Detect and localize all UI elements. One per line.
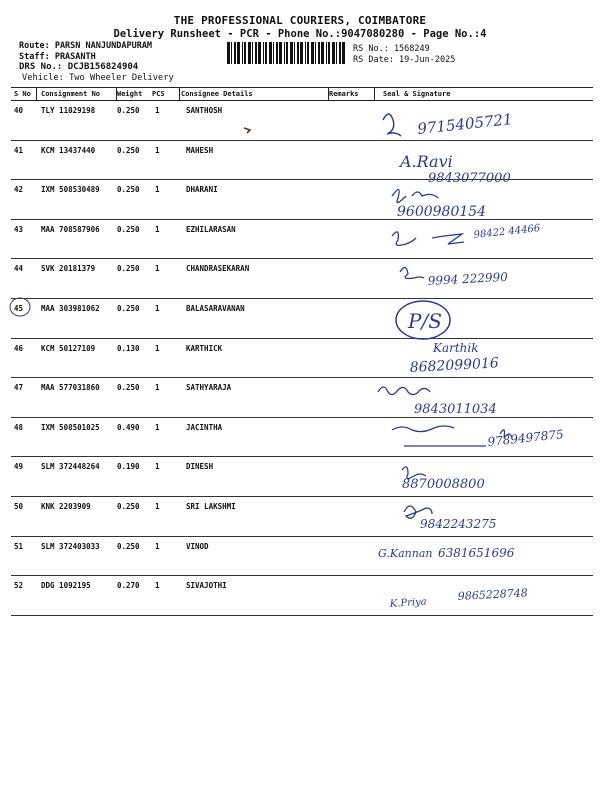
row-consignee: BALASARAVANAN — [186, 304, 245, 313]
row-divider — [11, 496, 593, 497]
document-subtitle — [0, 28, 600, 40]
signature-phone: 9715405721 — [416, 110, 514, 138]
row-sno: 45 — [14, 304, 24, 313]
barcode-bar — [300, 42, 303, 64]
row-sno: 51 — [14, 541, 24, 551]
row-divider — [11, 575, 593, 576]
row-sno: 40 — [14, 106, 24, 115]
row-pcs: 1 — [155, 581, 160, 591]
table-row — [11, 225, 593, 260]
row-pcs: 1 — [155, 224, 160, 234]
barcode-bar — [231, 42, 232, 64]
signature-name: A.Ravi — [400, 152, 453, 171]
row-weight: 0.250 — [117, 541, 140, 551]
row-consignee: EZHILARASAN — [186, 224, 236, 234]
col-divider — [328, 87, 329, 101]
barcode-bar — [318, 42, 320, 64]
barcode-bar — [315, 42, 316, 64]
barcode-bar — [326, 42, 327, 64]
row-weight: 0.250 — [117, 383, 140, 393]
signature-name: Karthik — [433, 341, 479, 355]
signature-name: K.Priya — [389, 596, 428, 610]
row-sno: 43 — [14, 224, 24, 234]
row-weight: 0.250 — [117, 224, 140, 234]
row-pcs: 1 — [155, 264, 160, 274]
row-weight: 0.130 — [117, 343, 140, 353]
signature-phone: 9789497875 — [486, 427, 565, 449]
barcode-bar — [234, 42, 236, 64]
table-row — [11, 581, 593, 616]
rs-meta — [353, 44, 455, 66]
table-row — [11, 264, 593, 299]
col-seal: Seal & Signature — [383, 90, 451, 98]
barcode-bar — [328, 42, 330, 64]
barcode-bar — [276, 42, 278, 64]
table-row — [11, 542, 593, 577]
row-consignee: MAHESH — [186, 145, 214, 155]
barcode-bar — [286, 42, 288, 64]
table-row — [11, 423, 593, 458]
barcode-bar — [252, 42, 253, 64]
row-consignee: SIVAJOTHI — [186, 581, 227, 591]
barcode-bar — [311, 42, 314, 64]
row-weight: 0.250 — [117, 502, 140, 511]
row-pcs: 1 — [155, 422, 160, 432]
row-consignee: KARTHICK — [186, 343, 223, 353]
col-sno: S No — [14, 90, 31, 98]
col-consignment: Consignment No — [41, 90, 101, 98]
barcode-bar — [307, 42, 309, 64]
barcode-bar — [294, 42, 295, 64]
table-row — [11, 304, 593, 339]
signature-phone: 98422 44466 — [473, 223, 541, 241]
row-consignment: SLM 372448264 — [41, 462, 100, 472]
row-weight: 0.490 — [117, 422, 140, 432]
row-divider — [11, 417, 593, 418]
barcode-bar — [242, 42, 243, 64]
route-label: Route: PARSN NANJUNDAPURAM — [19, 41, 153, 51]
row-divider — [11, 615, 593, 616]
row-sno: 42 — [14, 185, 24, 195]
row-consignee: DHARANI — [186, 185, 218, 195]
barcode-bar — [321, 42, 324, 64]
col-divider — [36, 87, 37, 101]
row-consignment: IXM 508530489 — [41, 185, 100, 195]
barcode-bar — [237, 42, 240, 64]
row-sno: 52 — [14, 581, 24, 591]
signature-phone: 9600980154 — [397, 204, 487, 220]
row-consignment: KNK 2203909 — [41, 502, 91, 511]
signature-name: G.Kannan — [378, 547, 433, 560]
row-divider — [11, 140, 593, 141]
barcode-bar — [297, 42, 299, 64]
row-pcs: 1 — [155, 462, 160, 472]
row-pcs: 1 — [155, 106, 160, 115]
row-weight: 0.250 — [117, 106, 140, 115]
row-consignment: MAA 708587906 — [41, 224, 100, 234]
vehicle-label: Vehicle: Two Wheeler Delivery — [22, 72, 174, 83]
row-consignment: SLM 372403033 — [41, 541, 100, 551]
subtitle-text: Delivery Runsheet - PCR - Phone No.:9047080280 - Page No.:4 — [113, 28, 487, 40]
row-consignment: TLY 11029198 — [41, 106, 96, 115]
barcode-bar — [339, 42, 341, 64]
col-divider — [179, 87, 180, 101]
col-remarks: Remarks — [329, 90, 359, 98]
row-sno: 47 — [14, 383, 24, 393]
row-divider — [11, 258, 593, 259]
row-pcs: 1 — [155, 304, 160, 313]
row-consignment: MAA 577031860 — [41, 383, 100, 393]
row-pcs: 1 — [155, 145, 160, 155]
row-consignment: MAA 303981062 — [41, 304, 100, 313]
row-weight: 0.250 — [117, 304, 140, 313]
runsheet-meta — [19, 41, 174, 83]
row-weight: 0.190 — [117, 462, 140, 472]
table-row — [11, 106, 593, 141]
barcode-bar — [244, 42, 246, 64]
signature-phone: 6381651696 — [438, 546, 515, 560]
col-divider — [374, 87, 375, 101]
barcode-bar — [279, 42, 282, 64]
row-sno: 41 — [14, 145, 24, 155]
signature-phone: 9994 222990 — [427, 269, 509, 288]
row-weight: 0.250 — [117, 145, 140, 155]
row-sno: 50 — [14, 502, 24, 511]
row-weight: 0.270 — [117, 581, 140, 591]
row-divider — [11, 456, 593, 457]
row-divider — [11, 298, 593, 299]
col-pcs: PCS — [152, 90, 165, 98]
row-divider — [11, 338, 593, 339]
table-row — [11, 344, 593, 379]
barcode-bar — [248, 42, 251, 64]
barcode-bar — [263, 42, 264, 64]
row-consignee: JACINTHA — [186, 422, 223, 432]
row-pcs: 1 — [155, 383, 160, 393]
row-consignee: SANTHOSH — [186, 106, 223, 115]
row-consignee: SRI LAKSHMI — [186, 502, 236, 511]
signature-phone: 9865228748 — [457, 586, 529, 603]
row-divider — [11, 179, 593, 180]
signature-phone: 8682099016 — [409, 355, 500, 376]
signature-phone: 9843077000 — [428, 171, 511, 186]
rs-date: RS Date: 19-Jun-2025 — [353, 55, 456, 65]
row-consignee: SATHYARAJA — [186, 383, 232, 393]
barcode-bar — [269, 42, 272, 64]
signature-phone: 8870008800 — [402, 477, 485, 492]
barcode-bar — [305, 42, 306, 64]
row-consignee: CHANDRASEKARAN — [186, 264, 250, 274]
drs-number: DRS No.: DCJB156824904 — [19, 62, 139, 72]
row-weight: 0.250 — [117, 185, 140, 195]
row-consignment: KCM 50127109 — [41, 343, 96, 353]
row-consignee: VINOD — [186, 541, 209, 551]
row-pcs: 1 — [155, 185, 160, 195]
document-title: THE PROFESSIONAL COURIERS, COIMBATORE — [173, 14, 427, 27]
row-consignment: DDG 1092195 — [41, 581, 91, 591]
col-consignee: Consignee Details — [181, 90, 253, 98]
barcode-bar — [273, 42, 274, 64]
row-consignment: SVK 20181379 — [41, 264, 96, 274]
barcode-bar — [258, 42, 261, 64]
signature-phone: 9842243275 — [420, 517, 497, 531]
row-sno: 49 — [14, 462, 24, 472]
row-consignee: DINESH — [186, 462, 214, 472]
table-row — [11, 383, 593, 418]
row-pcs: 1 — [155, 541, 160, 551]
barcode-icon — [227, 42, 345, 64]
row-pcs: 1 — [155, 502, 160, 511]
rs-number: RS No.: 1568249 — [353, 44, 430, 54]
row-consignment: KCM 13437440 — [41, 145, 96, 155]
staff-label: Staff: PRASANTH — [19, 51, 96, 62]
table-row — [11, 462, 593, 497]
row-divider — [11, 219, 593, 220]
row-sno: 44 — [14, 264, 24, 274]
table-header — [11, 87, 593, 101]
barcode-bar — [342, 42, 345, 64]
row-divider — [11, 377, 593, 378]
barcode-bar — [255, 42, 257, 64]
row-divider — [11, 536, 593, 537]
col-divider — [116, 87, 117, 101]
row-weight: 0.250 — [117, 264, 140, 274]
barcode-bar — [332, 42, 335, 64]
table-row — [11, 185, 593, 220]
barcode-bar — [265, 42, 267, 64]
row-sno: 48 — [14, 422, 24, 432]
row-consignment: IXM 508501025 — [41, 422, 100, 432]
barcode-bar — [290, 42, 293, 64]
row-pcs: 1 — [155, 343, 160, 353]
barcode-bar — [284, 42, 285, 64]
barcode-bar — [336, 42, 337, 64]
stamp-text: P/S — [408, 309, 442, 333]
table-row — [11, 146, 593, 181]
col-weight: Weight — [117, 90, 143, 98]
signature-phone: 9843011034 — [414, 402, 497, 417]
row-sno: 46 — [14, 343, 24, 353]
table-row — [11, 502, 593, 537]
barcode-bar — [227, 42, 230, 64]
